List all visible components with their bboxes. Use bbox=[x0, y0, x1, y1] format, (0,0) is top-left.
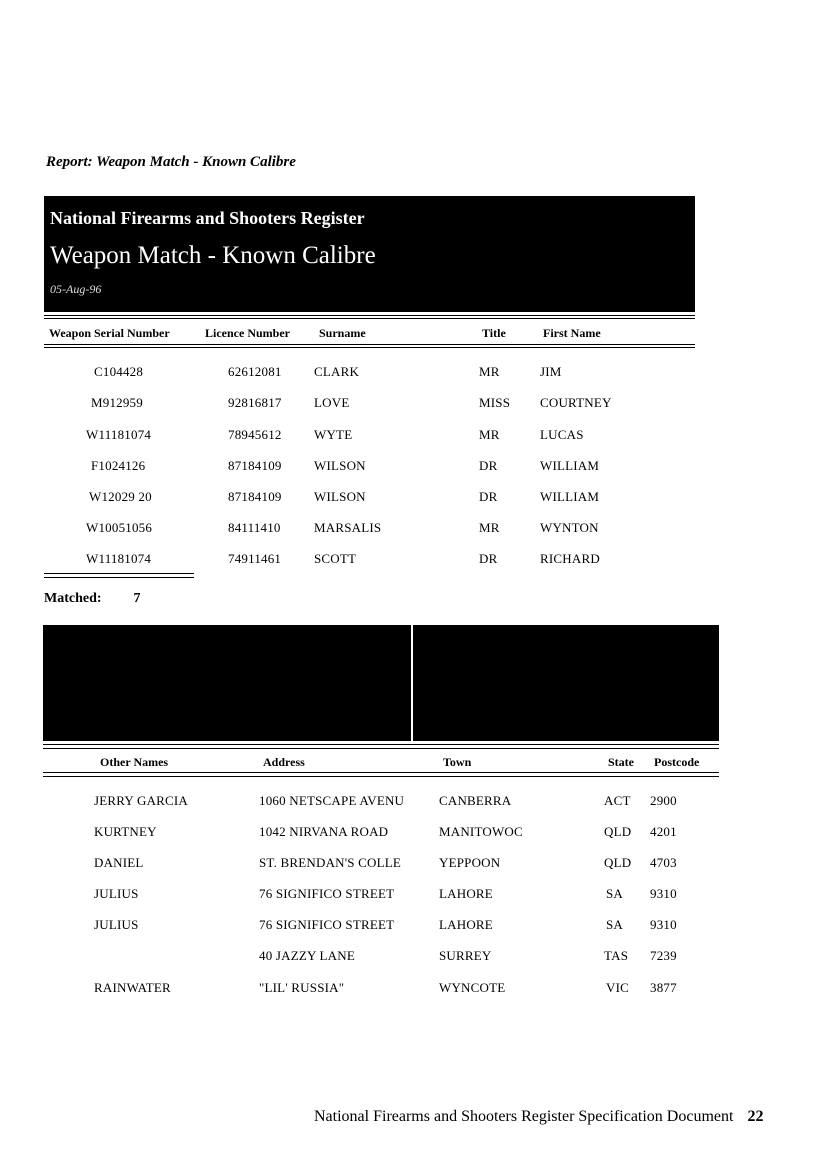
first-name: WILLIAM bbox=[540, 458, 600, 473]
postcode: 4703 bbox=[650, 855, 677, 870]
col-address: Address bbox=[263, 755, 305, 769]
postcode: 7239 bbox=[650, 948, 677, 963]
redacted-block bbox=[413, 625, 719, 741]
postcode: 9310 bbox=[650, 886, 677, 901]
state: ACT bbox=[604, 793, 631, 808]
footer-text: National Firearms and Shooters Register Specification Document bbox=[314, 1108, 734, 1125]
postcode: 4201 bbox=[650, 824, 677, 839]
divider bbox=[43, 772, 719, 773]
col-other-names: Other Names bbox=[100, 755, 169, 769]
matched-label: Matched: bbox=[44, 591, 102, 606]
state: QLD bbox=[604, 855, 632, 870]
state: SA bbox=[606, 917, 624, 932]
first-name: LUCAS bbox=[540, 427, 584, 442]
report-title: Weapon Match - Known Calibre bbox=[50, 242, 376, 269]
first-name: WYNTON bbox=[540, 520, 599, 535]
other-names: DANIEL bbox=[94, 855, 144, 870]
title: MR bbox=[479, 427, 500, 442]
address: "LIL' RUSSIA" bbox=[259, 980, 345, 995]
first-name: JIM bbox=[540, 364, 562, 379]
address: ST. BRENDAN'S COLLE bbox=[259, 855, 402, 870]
other-names: JULIUS bbox=[94, 917, 139, 932]
licence-number: 74911461 bbox=[228, 551, 282, 566]
other-names: JERRY GARCIA bbox=[94, 793, 189, 808]
col-postcode: Postcode bbox=[654, 755, 700, 769]
surname: SCOTT bbox=[314, 551, 357, 566]
serial-number: C104428 bbox=[94, 364, 144, 379]
matched-count bbox=[44, 591, 141, 607]
report-label: Report: Weapon Match - Known Calibre bbox=[46, 154, 296, 170]
report-date: 05-Aug-96 bbox=[50, 282, 102, 296]
title: MR bbox=[479, 364, 500, 379]
surname: WILSON bbox=[314, 458, 366, 473]
address: 76 SIGNIFICO STREET bbox=[259, 886, 395, 901]
title: DR bbox=[479, 489, 498, 504]
serial-number: W11181074 bbox=[86, 427, 152, 442]
town: LAHORE bbox=[439, 886, 493, 901]
divider bbox=[44, 347, 695, 348]
surname: CLARK bbox=[314, 364, 360, 379]
title: DR bbox=[479, 551, 498, 566]
town: MANITOWOC bbox=[439, 824, 523, 839]
town: CANBERRA bbox=[439, 793, 512, 808]
town: WYNCOTE bbox=[439, 980, 506, 995]
other-names: JULIUS bbox=[94, 886, 139, 901]
serial-number: F1024126 bbox=[91, 458, 146, 473]
serial-number: W10051056 bbox=[86, 520, 153, 535]
divider bbox=[43, 748, 719, 749]
col-first-name: First Name bbox=[543, 326, 601, 340]
licence-number: 87184109 bbox=[228, 458, 282, 473]
state: QLD bbox=[604, 824, 632, 839]
page-number: 22 bbox=[747, 1108, 764, 1125]
redacted-block bbox=[43, 625, 411, 741]
first-name: COURTNEY bbox=[540, 395, 612, 410]
licence-number: 62612081 bbox=[228, 364, 282, 379]
licence-number: 87184109 bbox=[228, 489, 282, 504]
divider bbox=[44, 315, 695, 316]
state: TAS bbox=[604, 948, 629, 963]
postcode: 2900 bbox=[650, 793, 677, 808]
col-town: Town bbox=[443, 755, 472, 769]
divider bbox=[44, 344, 695, 345]
first-name: WILLIAM bbox=[540, 489, 600, 504]
surname: WILSON bbox=[314, 489, 366, 504]
title: MR bbox=[479, 520, 500, 535]
surname: WYTE bbox=[314, 427, 353, 442]
divider bbox=[44, 577, 194, 578]
col-weapon-serial-number: Weapon Serial Number bbox=[49, 326, 170, 340]
serial-number: W11181074 bbox=[86, 551, 152, 566]
town: LAHORE bbox=[439, 917, 493, 932]
surname: LOVE bbox=[314, 395, 350, 410]
licence-number: 78945612 bbox=[228, 427, 282, 442]
state: VIC bbox=[606, 980, 629, 995]
divider bbox=[43, 744, 719, 745]
divider bbox=[44, 573, 194, 574]
town: SURREY bbox=[439, 948, 492, 963]
title: MISS bbox=[479, 395, 511, 410]
address: 1042 NIRVANA ROAD bbox=[259, 824, 389, 839]
other-names: KURTNEY bbox=[94, 824, 157, 839]
col-state: State bbox=[608, 755, 634, 769]
serial-number: M912959 bbox=[91, 395, 143, 410]
divider bbox=[43, 776, 719, 777]
col-title: Title bbox=[482, 326, 506, 340]
col-surname: Surname bbox=[319, 326, 366, 340]
first-name: RICHARD bbox=[540, 551, 600, 566]
licence-number: 84111410 bbox=[228, 520, 281, 535]
report-header bbox=[44, 196, 695, 312]
state: SA bbox=[606, 886, 624, 901]
town: YEPPOON bbox=[439, 855, 501, 870]
matched-value: 7 bbox=[133, 591, 141, 606]
surname: MARSALIS bbox=[314, 520, 382, 535]
other-names: RAINWATER bbox=[94, 980, 171, 995]
title: DR bbox=[479, 458, 498, 473]
divider bbox=[44, 318, 695, 319]
licence-number: 92816817 bbox=[228, 395, 282, 410]
address: 40 JAZZY LANE bbox=[259, 948, 355, 963]
postcode: 3877 bbox=[650, 980, 677, 995]
address: 1060 NETSCAPE AVENU bbox=[259, 793, 405, 808]
col-licence-number: Licence Number bbox=[205, 326, 290, 340]
organization-name: National Firearms and Shooters Register bbox=[50, 208, 365, 228]
postcode: 9310 bbox=[650, 917, 677, 932]
serial-number: W12029 20 bbox=[89, 489, 152, 504]
page-footer bbox=[314, 1108, 763, 1126]
address: 76 SIGNIFICO STREET bbox=[259, 917, 395, 932]
